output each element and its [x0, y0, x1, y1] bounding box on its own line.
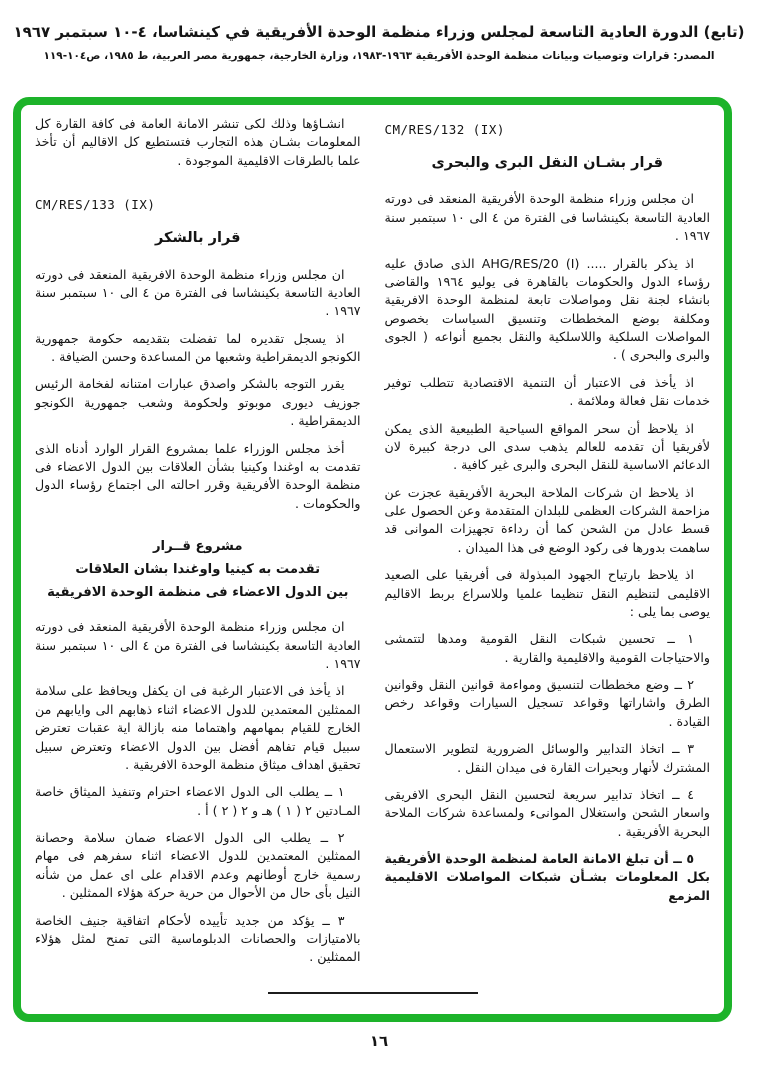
paragraph: ان مجلس وزراء منظمة الوحدة الأفريقية المنعقد فى دورته العادية التاسعة بكينشاسا فى الفترة من ٤ الى ١٠ سبتمبر سنة ١٩٦٧ .: [35, 619, 361, 672]
draft-title-line-2: تقدمت به كينيا واوغندا بشان العلاقات: [75, 562, 321, 578]
paragraph: ان مجلس وزراء منظمة الوحدة الأفريقية المنعقد فى دورته العادية التاسعة بكينشاسا فى الفترة من ٤ الى ١٠ سبتمبر سنة ١٩٦٧ .: [384, 191, 711, 244]
two-column-layout: [35, 115, 710, 976]
column-left: [35, 115, 361, 976]
list-item: ٤ ــ اتخاذ تدابير سريعة لتحسين النقل البحرى الافريقى واسعار الشحن واستغلال الموانىء ولمساعدة شركات الملاحة البحرية الأفريقية .: [384, 786, 710, 839]
list-item: ٢ ــ وضع مخططات لتنسيق ومواءمة قوانين النقل وقوانين الطرق واشاراتها وقواعد تسجيل السيارات وقواعد رخص القيادة .: [384, 677, 710, 729]
section-end-divider: [268, 992, 478, 994]
list-item: ٢ ــ يطلب الى الدول الاعضاء ضمان سلامة وحصانة الممثلين المعتمدين للدول الاعضاء اثناء سفرهم فى مهام رسمية خارج أوطانهم وعدم الاقدام على اى عمل من شأنه النيل بأى حال من الأحوال من حرية حركة هؤلاء الممثلين .: [35, 830, 361, 901]
paragraph: اذ يلاحظ ان شركات الملاحة البحرية الأفريقية عجزت عن مزاحمة الشركات العظمى للبلدان المتقدمة وعن الحصول على قسط عادل من الشحن كما أن رداءة تجهيزات الموانى قد ساهمت بدورها فى ركود الوضع فى هذا الميدان .: [384, 484, 710, 555]
paragraph: اذ يأخذ فى الاعتبار الرغبة فى ان يكفل ويحافظ على سلامة الممثلين المعتمدين للدول الاعضاء اثناء ذهابهم الى وايابهم من الخارج للقيام بمهامهم واهتماما منه بازالة اية عقبات تعترض سبيل قيام تفاهم أفضل بين الدول الاعضاء وتعترض سبيل تحقيق اهداف ميثاق منظمة الوحدة الافريقية .: [35, 683, 361, 772]
list-item: ١ ــ يطلب الى الدول الاعضاء احترام وتنفيذ الميثاق خاصة المـادتين ٢ ( ١ ) هـ و ٢ ( ٢ ) أ .: [35, 784, 361, 818]
session-title: (تابع) الدورة العادية التاسعة لمجلس وزراء منظمة الوحدة الأفريقية في كينشاسا، ٤-١٠ سبتمبر ١٩٦٧: [13, 23, 745, 41]
resolution-code-133: CM/RES/133 (IX): [35, 197, 156, 213]
resolution-code-132: CM/RES/132 (IX): [384, 122, 505, 137]
paragraph: اذ يسجل تقديره لما تفضلت بتقديمه حكومة جمهورية الكونجو الديمقراطية وشعبها من المساعدة وحسن الضيافة .: [35, 330, 361, 365]
paragraph: اذ يلاحظ بارتياح الجهود المبذولة فى أفريقيا على الصعيد الاقليمى لتنظيم النقل تنظيما علميا وللاسراع بربط الاقاليم يوصى بما يلى :: [384, 567, 710, 619]
list-item: ٥ ــ أن تبلغ الامانة العامة لمنظمة الوحدة الأفريقية بكل المعلومات بشـأن شبكات المواصلات الاقليمية المزمع: [384, 851, 710, 903]
page-header: [0, 0, 758, 64]
draft-resolution-title: [35, 535, 361, 604]
continuation-paragraph: انشـاؤها وذلك لكى تنشر الامانة العامة فى كافة القارة كل المعلومات بشـان هذه التجارب فتستطيع كل الاقاليم أن تأخذ علما بالطرقات الاقليمية الموجودة .: [35, 116, 361, 168]
paragraph: يقرر التوجه بالشكر واصدق عبارات امتنانه لفخامة الرئيس جوزيف ديورى موبوتو ولحكومة وشعب جمهورية الكونجو الديمقراطية .: [35, 376, 361, 429]
page-footer: [0, 1032, 758, 1050]
paragraph: اذ يذكر بالقرار ..... AHG/RES/20 (I) الذى صادق عليه رؤساء الدول والحكومات بالقاهرة فى يوليو ١٩٦٤ والقاضى بانشاء لجنة نقل ومواصلات تابعة لمنظمة الوحدة الافريقية ومكلفة بوضع المخططات وتنسيق السياسات بخصوص المواصلات السلكية واللاسلكية والنقل بجميع أنواعه ( الجوى والبرى والبحرى ) .: [384, 255, 710, 363]
paragraph: ان مجلس وزراء منظمة الوحدة الافريقية المنعقد فى دورته العادية التاسعة بكينشاسا فى الفترة من ٤ الى ١٠ سبتمبر سنة ١٩٦٧ .: [35, 266, 361, 319]
draft-title-line-1: مشروع قــرار: [152, 539, 243, 555]
paragraph: أخذ مجلس الوزراء علما بمشروع القرار الوارد أدناه الذى تقدمت به اوغندا وكينيا بشأن العلاقات بين الدول الاعضاء فى منظمة الوحدة الأفريقية وقرر احالته الى اجتماع رؤساء الدول والحكومات .: [35, 440, 361, 511]
list-item: ١ ــ تحسين شبكات النقل القومية ومدها لتتمشى والاحتياجات القومية والاقليمية والقارية .: [384, 631, 710, 665]
page-number: ١٦: [369, 1032, 389, 1050]
paragraph: اذ يلاحظ أن سحر المواقع السياحية الطبيعية الذى يمكن لأفريقيا أن تقدمه للعالم يذهب سدى الى درجة كبيرة لان الدعائم الاساسية للنقل البحرى والبرى غير كافية .: [384, 420, 710, 473]
list-item: ٣ ــ يؤكد من جديد تأييده لأحكام اتفاقية جنيف الخاصة بالامتيازات والحصانات الدبلوماسية التى تمنح لمثل هؤلاء الممثلين .: [35, 912, 361, 965]
column-right: [385, 115, 711, 914]
green-border-frame: [13, 97, 732, 1022]
draft-title-line-3: بين الدول الاعضاء فى منظمة الوحدة الافريقية: [47, 585, 349, 601]
source-citation: المصدر: قرارات وتوصيات وبيانات منظمة الوحدة الأفريقية ١٩٦٣-١٩٨٣، وزارة الخارجية، جمهورية مصر العربية، ط ١٩٨٥، ص١٠٤-١١٩: [43, 50, 715, 63]
list-item: ٣ ــ اتخاذ التدابير والوسائل الضرورية لتطوير الاستعمال المشترك لأنهار وبحيرات القارة فى ميدان النقل .: [384, 741, 710, 775]
resolution-title-133: قرار بالشكر: [155, 230, 241, 247]
paragraph: اذ يأخذ فى الاعتبار أن التنمية الاقتصادية تتطلب توفير خدمات نقل فعالة وملائمة .: [384, 374, 710, 409]
resolution-title-132: قرار بشـان النقل البرى والبحرى: [431, 155, 663, 172]
